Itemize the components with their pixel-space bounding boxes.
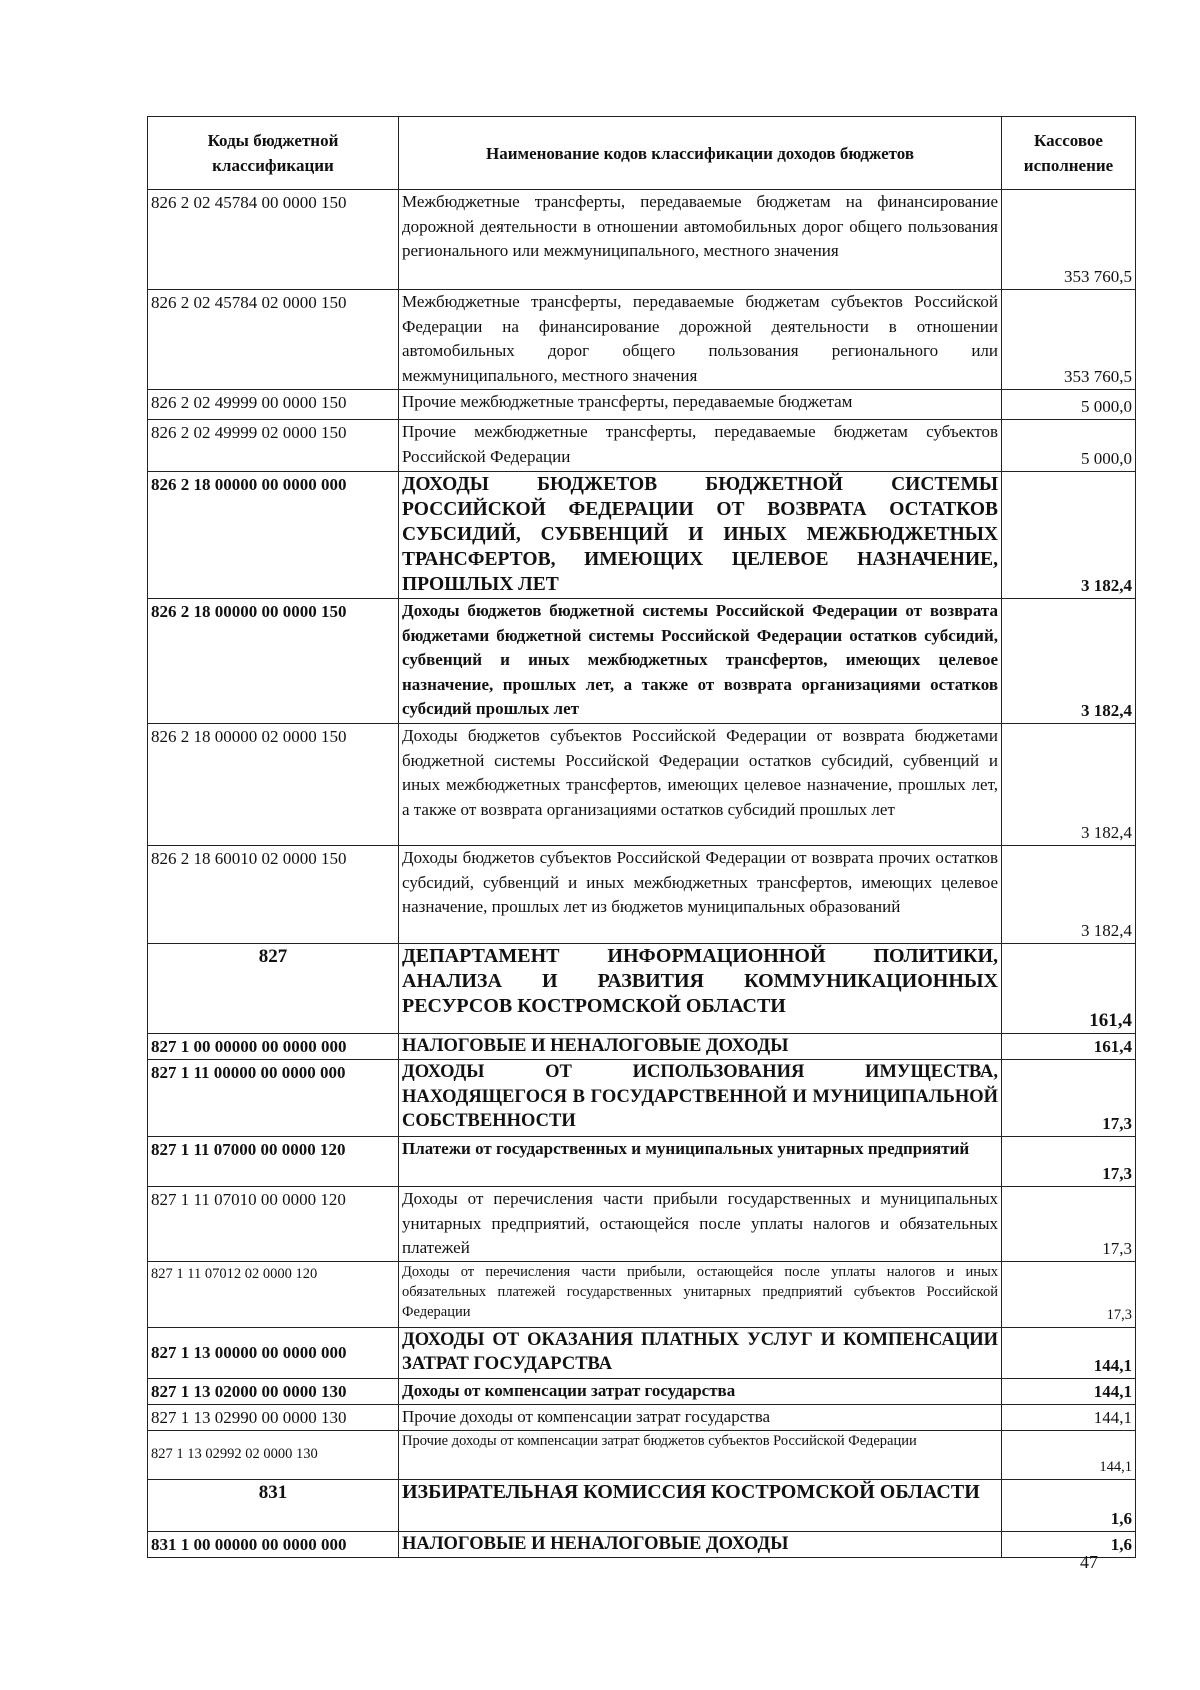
table-header <box>148 117 1136 190</box>
row-name: Доходы от компенсации затрат государства <box>399 1378 1002 1404</box>
table-row <box>148 1404 1136 1430</box>
row-name: Межбюджетные трансферты, передаваемые бюджетам субъектов Российской Федерации на финансирование дорожной деятельности в отношении автомобильных дорог общего пользования регионального или межмуниципального, местного значения <box>399 290 1002 390</box>
table-row <box>148 1430 1136 1479</box>
row-amount: 5 000,0 <box>1002 390 1136 420</box>
table-row <box>148 1327 1136 1378</box>
row-code: 826 2 02 49999 00 0000 150 <box>148 390 399 420</box>
row-name: НАЛОГОВЫЕ И НЕНАЛОГОВЫЕ ДОХОДЫ <box>399 1531 1002 1557</box>
row-amount: 3 182,4 <box>1002 724 1136 846</box>
table-row <box>148 1137 1136 1187</box>
row-name: Доходы от перечисления части прибыли, остающейся после уплаты налогов и иных обязательных платежей государственных унитарных предприятий субъектов Российской Федерации <box>399 1261 1002 1327</box>
row-name: Прочие межбюджетные трансферты, передаваемые бюджетам <box>399 390 1002 420</box>
row-code: 827 1 11 00000 00 0000 000 <box>148 1060 399 1137</box>
table-row <box>148 1261 1136 1327</box>
row-name: ДЕПАРТАМЕНТ ИНФОРМАЦИОННОЙ ПОЛИТИКИ, АНАЛИЗА И РАЗВИТИЯ КОММУНИКАЦИОННЫХ РЕСУРСОВ КОСТРОМСКОЙ ОБЛАСТИ <box>399 944 1002 1034</box>
row-code: 827 1 13 00000 00 0000 000 <box>148 1327 399 1378</box>
row-name: Прочие доходы от компенсации затрат государства <box>399 1404 1002 1430</box>
table-row <box>148 1187 1136 1262</box>
table-row <box>148 390 1136 420</box>
row-amount: 144,1 <box>1002 1430 1136 1479</box>
row-code: 826 2 18 00000 00 0000 000 <box>148 472 399 599</box>
table-row <box>148 420 1136 472</box>
header-amount: Кассовое исполнение <box>1002 117 1136 190</box>
row-amount: 161,4 <box>1002 1034 1136 1060</box>
row-name: Доходы бюджетов субъектов Российской Федерации от возврата прочих остатков субсидий, субвенций и иных межбюджетных трансфертов, имеющих целевое назначение, прошлых лет из бюджетов муниципальных образований <box>399 846 1002 944</box>
row-amount: 3 182,4 <box>1002 472 1136 599</box>
row-name: Доходы бюджетов бюджетной системы Российской Федерации от возврата бюджетами бюджетной системы Российской Федерации остатков субсидий, субвенций и иных межбюджетных трансфертов, имеющих целевое назначение, прошлых лет, а также от возврата организациями остатков субсидий прошлых лет <box>399 599 1002 724</box>
table-row <box>148 944 1136 1034</box>
page-number: 47 <box>1080 1552 1098 1572</box>
row-amount: 1,6 <box>1002 1531 1136 1557</box>
row-code: 831 <box>148 1479 399 1531</box>
row-code: 826 2 02 49999 02 0000 150 <box>148 420 399 472</box>
row-code: 827 <box>148 944 399 1034</box>
row-code: 826 2 18 00000 02 0000 150 <box>148 724 399 846</box>
row-amount: 144,1 <box>1002 1327 1136 1378</box>
row-code: 827 1 11 07012 02 0000 120 <box>148 1261 399 1327</box>
table-row <box>148 1531 1136 1557</box>
row-name: Доходы бюджетов субъектов Российской Федерации от возврата бюджетами бюджетной системы Российской Федерации остатков субсидий, субвенций и иных межбюджетных трансфертов, имеющих целевое назначение, прошлых лет, а также от возврата организациями остатков субсидий прошлых лет <box>399 724 1002 846</box>
row-amount: 5 000,0 <box>1002 420 1136 472</box>
row-code: 826 2 02 45784 00 0000 150 <box>148 190 399 290</box>
row-amount: 161,4 <box>1002 944 1136 1034</box>
table-row <box>148 1060 1136 1137</box>
row-name: НАЛОГОВЫЕ И НЕНАЛОГОВЫЕ ДОХОДЫ <box>399 1034 1002 1060</box>
row-name: Доходы от перечисления части прибыли государственных и муниципальных унитарных предприятий, остающейся после уплаты налогов и обязательных платежей <box>399 1187 1002 1262</box>
table-row <box>148 1479 1136 1531</box>
row-amount: 353 760,5 <box>1002 290 1136 390</box>
header-code: Коды бюджетной классификации <box>148 117 399 190</box>
row-code: 826 2 02 45784 02 0000 150 <box>148 290 399 390</box>
row-name: ДОХОДЫ БЮДЖЕТОВ БЮДЖЕТНОЙ СИСТЕМЫ РОССИЙСКОЙ ФЕДЕРАЦИИ ОТ ВОЗВРАТА ОСТАТКОВ СУБСИДИЙ, СУБВЕНЦИЙ И ИНЫХ МЕЖБЮДЖЕТНЫХ ТРАНСФЕРТОВ, ИМЕЮЩИХ ЦЕЛЕВОЕ НАЗНАЧЕНИЕ, ПРОШЛЫХ ЛЕТ <box>399 472 1002 599</box>
row-amount: 1,6 <box>1002 1479 1136 1531</box>
row-code: 827 1 11 07010 00 0000 120 <box>148 1187 399 1262</box>
row-code: 826 2 18 60010 02 0000 150 <box>148 846 399 944</box>
row-name: Прочие межбюджетные трансферты, передаваемые бюджетам субъектов Российской Федерации <box>399 420 1002 472</box>
table-row <box>148 472 1136 599</box>
row-name: Прочие доходы от компенсации затрат бюджетов субъектов Российской Федерации <box>399 1430 1002 1479</box>
row-name: ИЗБИРАТЕЛЬНАЯ КОМИССИЯ КОСТРОМСКОЙ ОБЛАСТИ <box>399 1479 1002 1531</box>
row-amount: 144,1 <box>1002 1404 1136 1430</box>
table-row <box>148 190 1136 290</box>
row-code: 826 2 18 00000 00 0000 150 <box>148 599 399 724</box>
table-row <box>148 1034 1136 1060</box>
table-row <box>148 290 1136 390</box>
row-amount: 144,1 <box>1002 1378 1136 1404</box>
row-amount: 17,3 <box>1002 1261 1136 1327</box>
row-code: 831 1 00 00000 00 0000 000 <box>148 1531 399 1557</box>
row-code: 827 1 13 02000 00 0000 130 <box>148 1378 399 1404</box>
row-name: Межбюджетные трансферты, передаваемые бюджетам на финансирование дорожной деятельности в отношении автомобильных дорог общего пользования регионального или межмуниципального, местного значения <box>399 190 1002 290</box>
header-name: Наименование кодов классификации доходов бюджетов <box>399 117 1002 190</box>
row-name: ДОХОДЫ ОТ ОКАЗАНИЯ ПЛАТНЫХ УСЛУГ И КОМПЕНСАЦИИ ЗАТРАТ ГОСУДАРСТВА <box>399 1327 1002 1378</box>
row-code: 827 1 13 02992 02 0000 130 <box>148 1430 399 1479</box>
row-amount: 17,3 <box>1002 1060 1136 1137</box>
row-code: 827 1 13 02990 00 0000 130 <box>148 1404 399 1430</box>
row-amount: 17,3 <box>1002 1187 1136 1262</box>
row-code: 827 1 11 07000 00 0000 120 <box>148 1137 399 1187</box>
budget-table <box>147 116 1136 1558</box>
row-amount: 3 182,4 <box>1002 846 1136 944</box>
row-amount: 17,3 <box>1002 1137 1136 1187</box>
table-row <box>148 846 1136 944</box>
row-amount: 3 182,4 <box>1002 599 1136 724</box>
row-amount: 353 760,5 <box>1002 190 1136 290</box>
table-row <box>148 599 1136 724</box>
table-row <box>148 724 1136 846</box>
row-name: Платежи от государственных и муниципальных унитарных предприятий <box>399 1137 1002 1187</box>
row-name: ДОХОДЫ ОТ ИСПОЛЬЗОВАНИЯ ИМУЩЕСТВА, НАХОДЯЩЕГОСЯ В ГОСУДАРСТВЕННОЙ И МУНИЦИПАЛЬНОЙ СОБСТВЕННОСТИ <box>399 1060 1002 1137</box>
table-row <box>148 1378 1136 1404</box>
row-code: 827 1 00 00000 00 0000 000 <box>148 1034 399 1060</box>
